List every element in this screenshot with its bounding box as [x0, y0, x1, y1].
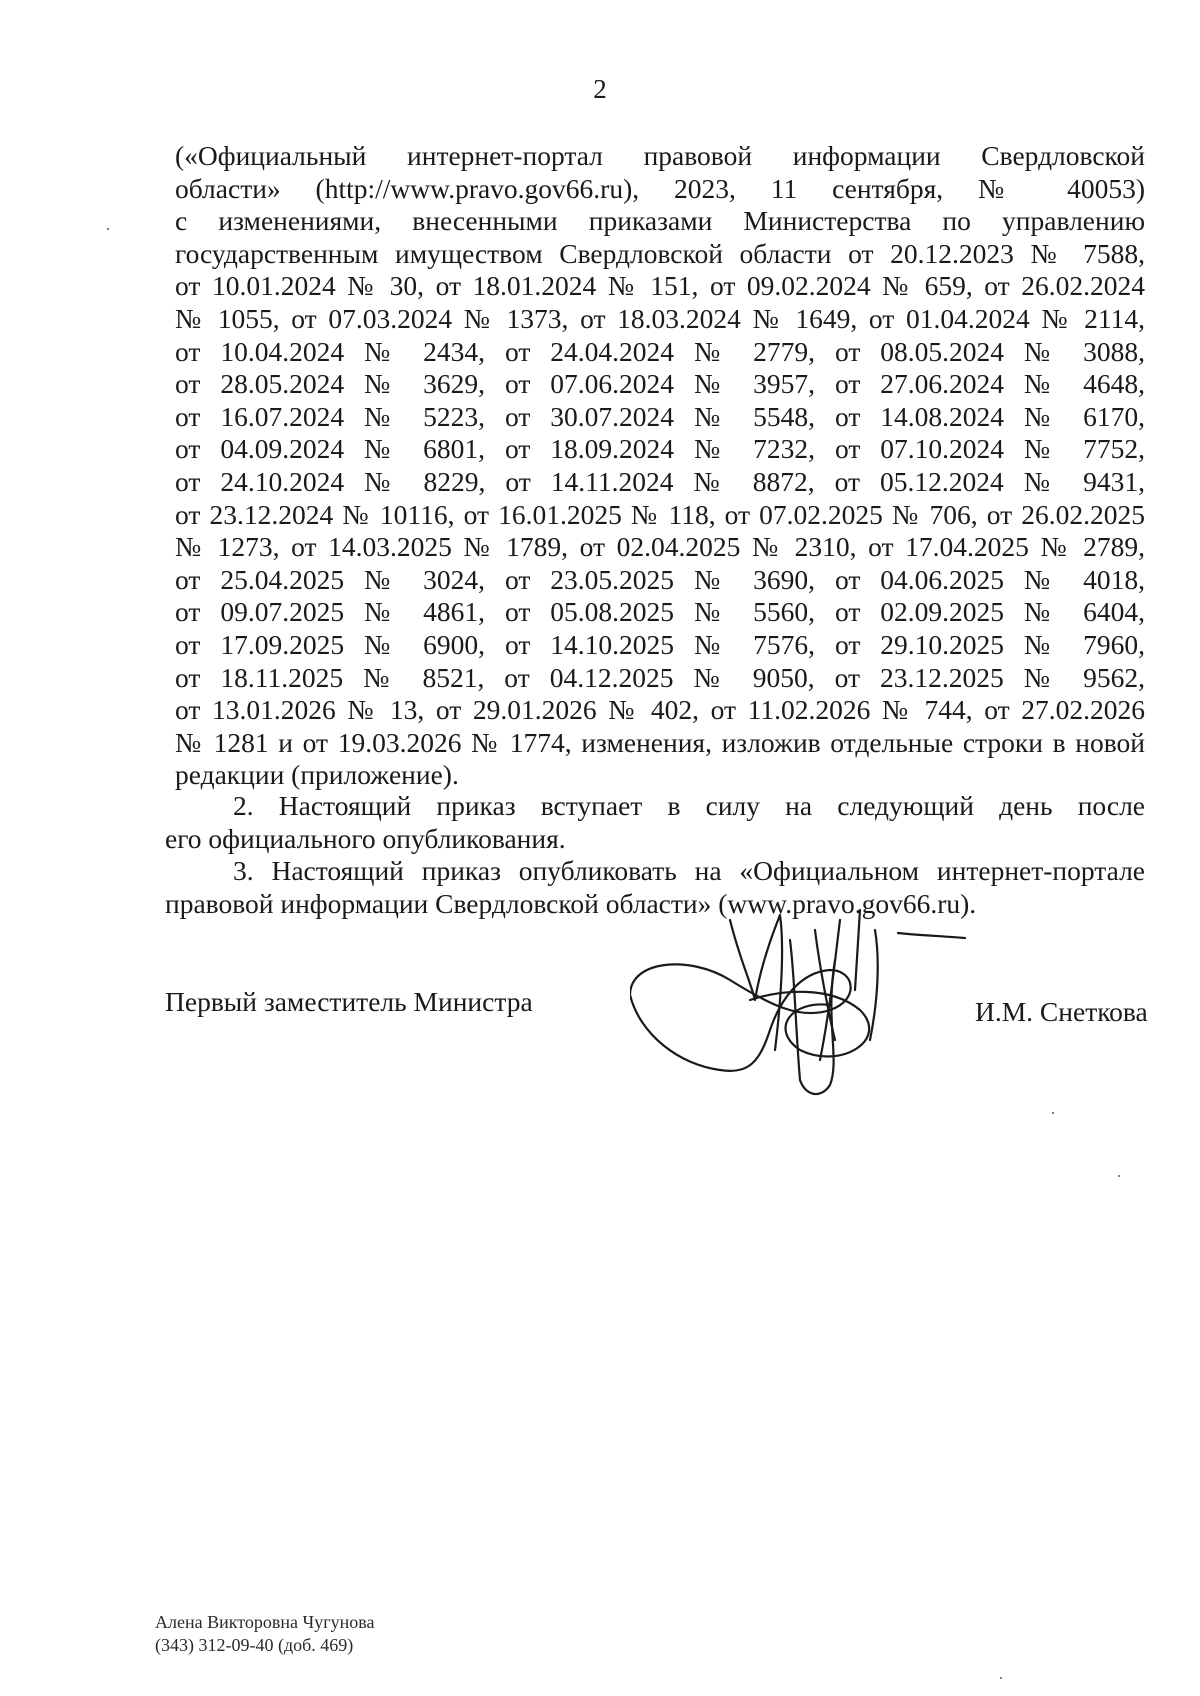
- contact-name: Алена Викторовна Чугунова: [155, 1612, 375, 1632]
- handwritten-signature: [630, 900, 970, 1100]
- paragraph-2: [165, 790, 1145, 855]
- text-line: № 1273, от 14.03.2025 № 1789, от 02.04.2025 № 2310, от 17.04.2025 № 2789,: [175, 531, 1145, 563]
- text-line: от 16.07.2024 № 5223, от 30.07.2024 № 5548, от 14.08.2024 № 6170,: [175, 400, 1145, 432]
- text-line: от 09.07.2025 № 4861, от 05.08.2025 № 5560, от 02.09.2025 № 6404,: [175, 596, 1145, 628]
- scan-speck: [107, 228, 109, 230]
- text-line: 3. Настоящий приказ опубликовать на «Официальном интернет-портале: [233, 855, 1145, 886]
- text-line: от 10.01.2024 № 30, от 18.01.2024 № 151, от 09.02.2024 № 659, от 26.02.2024: [175, 270, 1145, 302]
- signatory-name: И.М. Снеткова: [975, 996, 1148, 1027]
- text-line: от 18.11.2025 № 8521, от 04.12.2025 № 9050, от 23.12.2025 № 9562,: [175, 661, 1145, 693]
- text-line: № 1055, от 07.03.2024 № 1373, от 18.03.2024 № 1649, от 01.04.2024 № 2114,: [175, 302, 1145, 334]
- text-line: от 04.09.2024 № 6801, от 18.09.2024 № 7232, от 07.10.2024 № 7752,: [175, 433, 1145, 465]
- paragraph-1: [175, 140, 1145, 792]
- text-line: с изменениями, внесенными приказами Министерства по управлению: [175, 205, 1145, 237]
- text-line: от 13.01.2026 № 13, от 29.01.2026 № 402, от 11.02.2026 № 744, от 27.02.2026: [175, 694, 1145, 726]
- text-line: от 25.04.2025 № 3024, от 23.05.2025 № 3690, от 04.06.2025 № 4018,: [175, 563, 1145, 595]
- text-line-last: редакции (приложение).: [175, 759, 459, 791]
- text-line: области» (http://www.pravo.gov66.ru), 2023, 11 сентября, № 40053): [175, 172, 1145, 204]
- text-line: от 17.09.2025 № 6900, от 14.10.2025 № 7576, от 29.10.2025 № 7960,: [175, 628, 1145, 660]
- text-line: от 24.10.2024 № 8229, от 14.11.2024 № 8872, от 05.12.2024 № 9431,: [175, 465, 1145, 497]
- text-line: от 23.12.2024 № 10116, от 16.01.2025 № 118, от 07.02.2025 № 706, от 26.02.2025: [175, 498, 1145, 530]
- scan-speck: [1000, 1677, 1002, 1679]
- text-line-last: правовой информации Свердловской области» (www.pravo.gov66.ru).: [165, 887, 977, 919]
- text-line: от 10.04.2024 № 2434, от 24.04.2024 № 2779, от 08.05.2024 № 3088,: [175, 335, 1145, 367]
- contact-phone: (343) 312-09-40 (доб. 469): [155, 1635, 354, 1655]
- text-line: от 28.05.2024 № 3629, от 07.06.2024 № 3957, от 27.06.2024 № 4648,: [175, 368, 1145, 400]
- text-line: государственным имуществом Свердловской области от 20.12.2023 № 7588,: [175, 237, 1145, 269]
- page-number: 2: [593, 74, 607, 104]
- text-line: 2. Настоящий приказ вступает в силу на следующий день после: [233, 790, 1145, 821]
- text-line: («Официальный интернет-портал правовой информации Свердловской: [175, 140, 1145, 171]
- text-line-last: его официального опубликования.: [165, 822, 566, 854]
- scan-speck: [1118, 1175, 1120, 1177]
- text-line: № 1281 и от 19.03.2026 № 1774, изменения, изложив отдельные строки в новой: [175, 726, 1145, 758]
- signatory-title: Первый заместитель Министра: [165, 986, 533, 1017]
- contact-info: [155, 1611, 374, 1657]
- scan-speck: [1052, 1112, 1054, 1114]
